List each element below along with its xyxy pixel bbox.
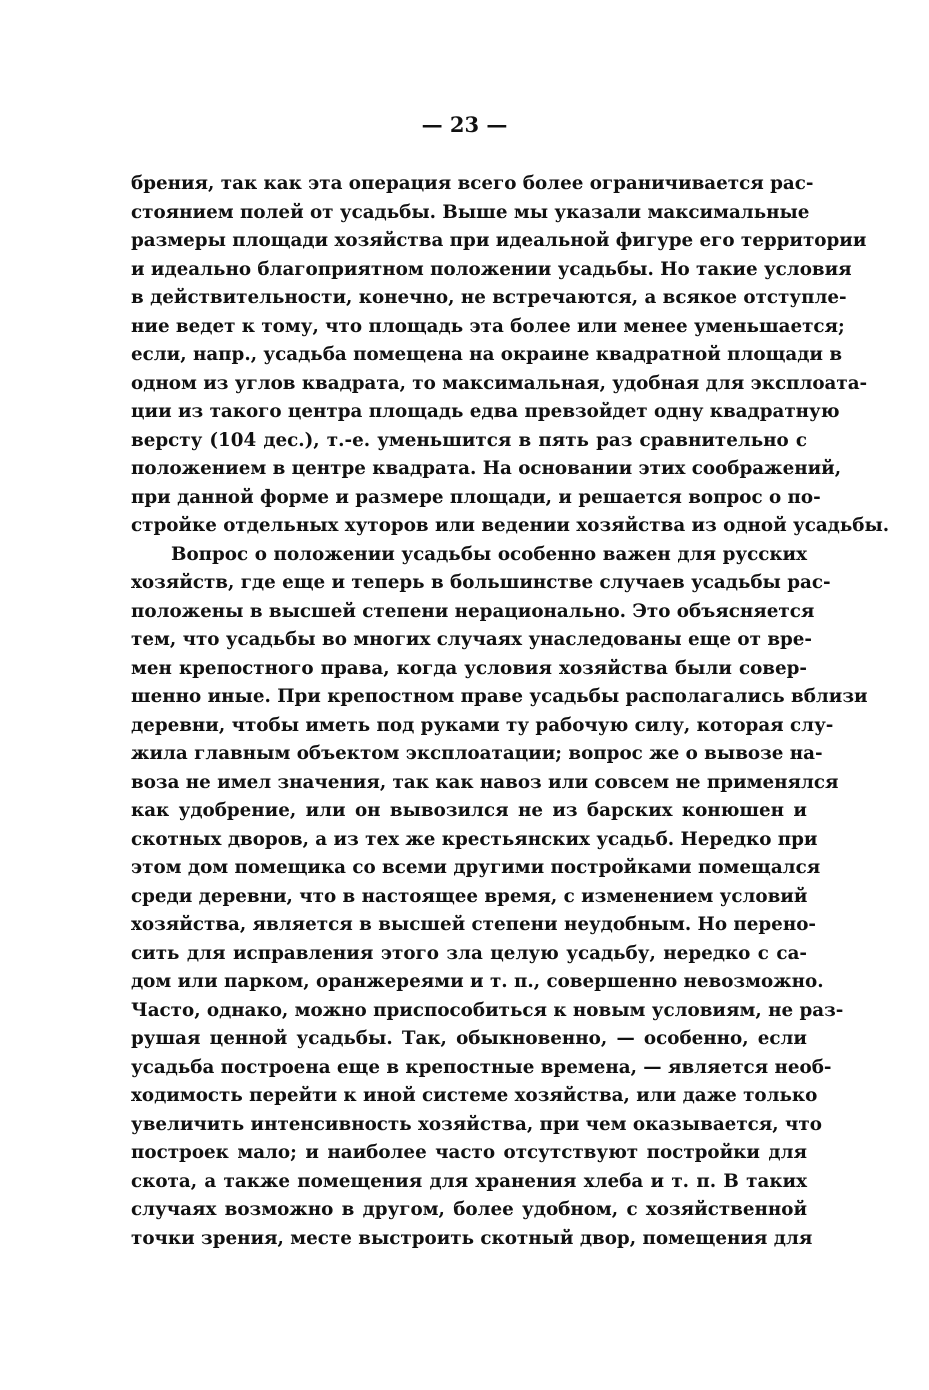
text-line: одном из углов квадрата, то максимальная, удобная для эксплоата- — [131, 372, 868, 394]
text-line: Вопрос о положении усадьбы особенно важен для русских — [171, 543, 807, 565]
text-line: построек мало; и наиболее часто отсутствуют постройки для — [131, 1142, 807, 1163]
text-line: ходимость перейти к иной системе хозяйства, или даже только — [131, 1085, 818, 1106]
text-line: стройке отдельных хуторов или ведении хозяйства из одной усадьбы. — [131, 515, 890, 536]
text-line: воза не имел значения, так как навоз или совсем не применялся — [131, 771, 839, 793]
text-line: и идеально благоприятном положении усадьбы. Но такие условия — [131, 258, 852, 280]
text-line: хозяйств, где еще и теперь в большинстве случаев усадьбы рас- — [131, 572, 831, 593]
text-line: сить для исправления этого зла целую усадьбу, нередко с са- — [131, 942, 807, 964]
text-line: жила главным объектом эксплоатации; вопрос же о вывозе на- — [131, 743, 823, 764]
text-line: при данной форме и размере площади, и решается вопрос о по- — [131, 486, 821, 508]
text-line: усадьба построена еще в крепостные времена, — является необ- — [131, 1056, 832, 1078]
text-line: в действительности, конечно, не встречаются, а всякое отступле- — [131, 287, 847, 308]
text-line: деревни, чтобы иметь под руками ту рабочую силу, которая слу- — [131, 714, 834, 736]
text-line: положением в центре квадрата. На основании этих соображений, — [131, 458, 842, 479]
text-line: как удобрение, или он вывозился не из барских конюшен и — [131, 800, 807, 821]
text-line: среди деревни, что в настоящее время, с изменением условий — [131, 885, 808, 907]
text-line: скотных дворов, а из тех же крестьянских усадьб. Нередко при — [131, 828, 818, 850]
text-line: этом дом помещика со всеми другими постройками помещался — [131, 857, 821, 878]
text-line: тем, что усадьбы во многих случаях унаследованы еще от вре- — [131, 629, 813, 650]
text-line: положены в высшей степени нерационально. Это объясняется — [131, 600, 815, 622]
text-line: хозяйства, является в высшей степени неудобным. Но перено- — [131, 914, 816, 935]
paragraph-2 — [131, 541, 868, 1254]
body-text — [131, 170, 890, 1253]
text-line: если, напр., усадьба помещена на окраине квадратной площади в — [131, 344, 843, 365]
text-line: дом или парком, оранжереями и т. п., совершенно невозможно. — [131, 971, 824, 992]
text-line: ние ведет к тому, что площадь эта более или менее уменьшается; — [131, 315, 845, 337]
text-line: точки зрения, месте выстроить скотный двор, помещения для — [131, 1227, 813, 1249]
text-line: мен крепостного права, когда условия хозяйства были совер- — [131, 657, 807, 679]
page-number: — 23 — — [421, 112, 508, 137]
text-line: ции из такого центра площадь едва превзойдет одну квадратную — [131, 401, 840, 422]
text-line: рушая ценной усадьбы. Так, обыкновенно, — особенно, если — [131, 1028, 807, 1049]
text-line: стоянием полей от усадьбы. Выше мы указали максимальные — [131, 201, 810, 223]
text-line: шенно иные. При крепостном праве усадьбы располагались вблизи — [131, 686, 868, 707]
text-line: случаях возможно в другом, более удобном, с хозяйственной — [131, 1199, 807, 1220]
text-line: Часто, однако, можно приспособиться к новым условиям, не раз- — [131, 999, 844, 1021]
text-line: версту (104 дес.), т.-е. уменьшится в пять раз сравнительно с — [131, 429, 807, 451]
text-line: брения, так как эта операция всего более ограничивается рас- — [131, 173, 814, 194]
text-line: увеличить интенсивность хозяйства, при чем оказывается, что — [131, 1113, 822, 1135]
paragraph-1 — [131, 170, 890, 541]
text-line: скота, а также помещения для хранения хлеба и т. п. В таких — [131, 1170, 807, 1192]
text-line: размеры площади хозяйства при идеальной фигуре его территории — [131, 230, 867, 251]
